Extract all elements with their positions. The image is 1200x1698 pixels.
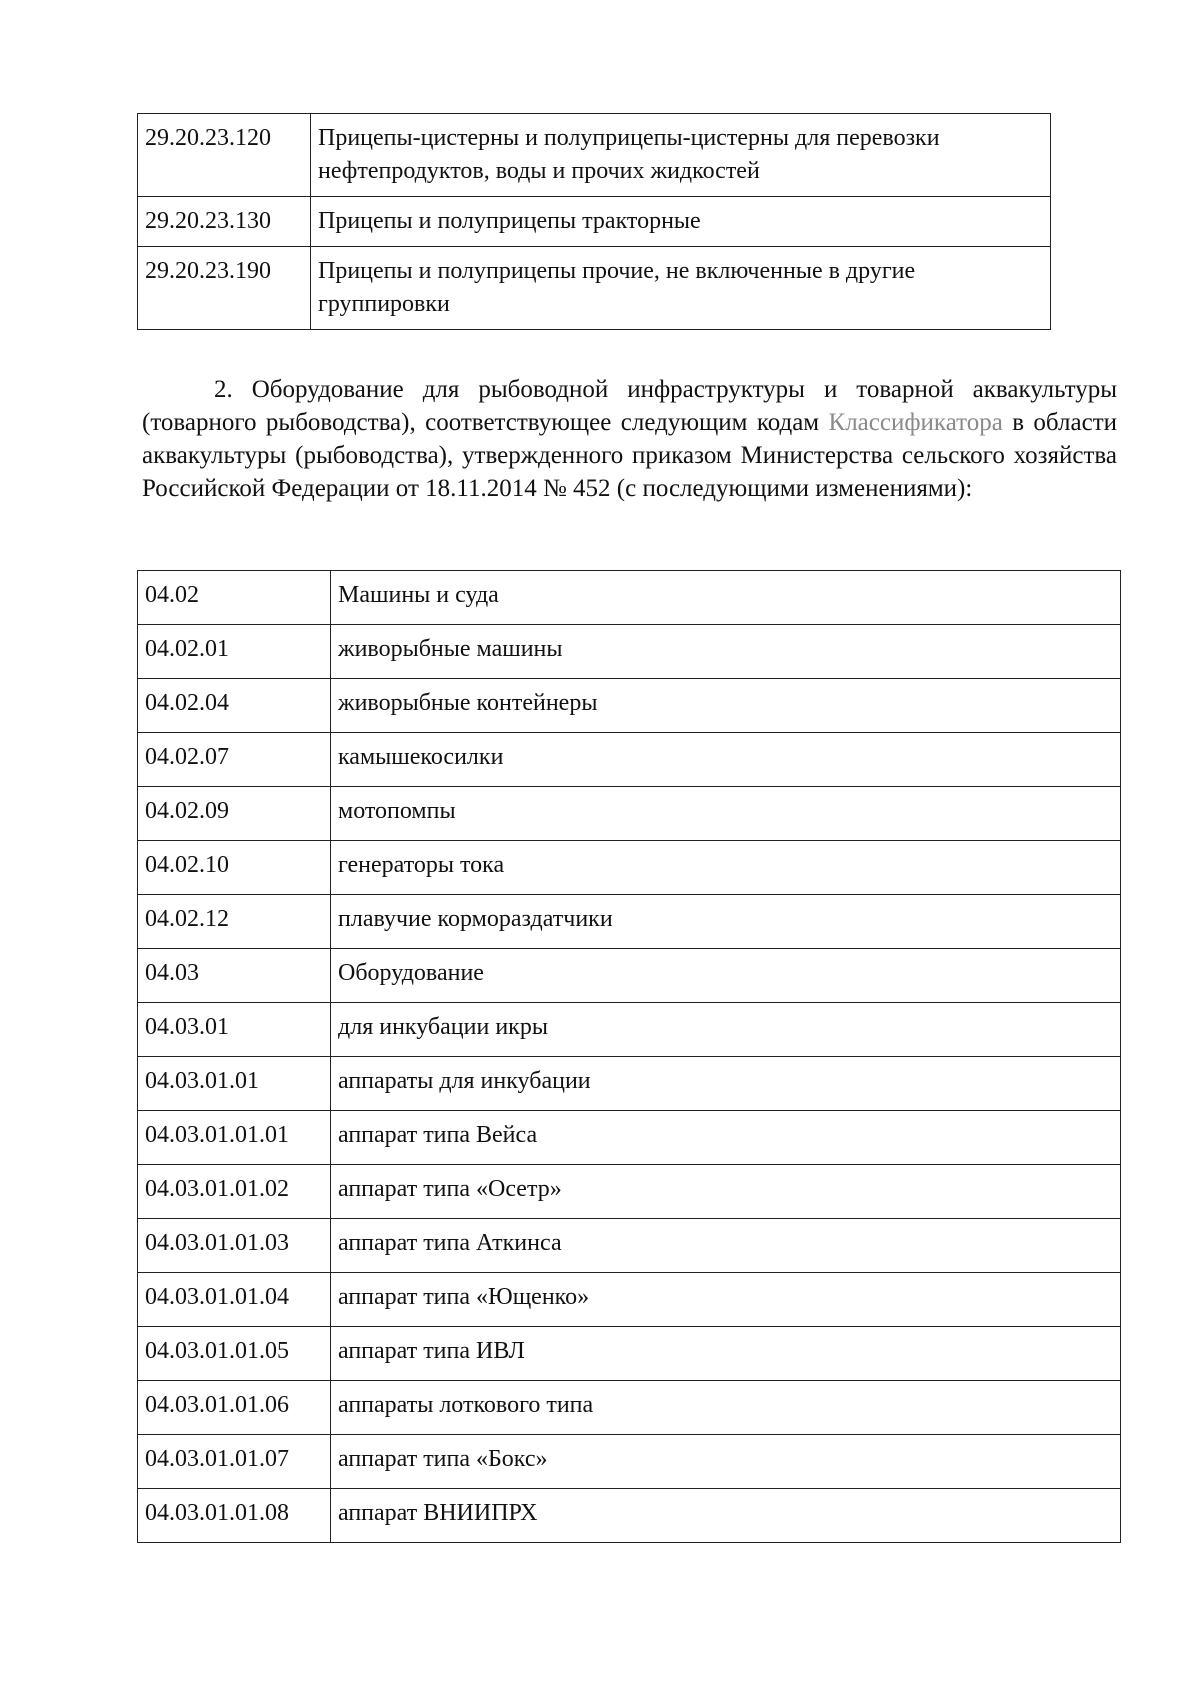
table-row (138, 1057, 1121, 1111)
code-cell: 04.02 (138, 571, 331, 625)
classifier-table-trailers (137, 113, 1051, 330)
classifier-link[interactable]: Классификатора (828, 409, 1003, 436)
table-row (138, 679, 1121, 733)
code-cell: 04.03.01.01.02 (138, 1165, 331, 1219)
table-row (138, 1003, 1121, 1057)
table-row (138, 114, 1051, 197)
code-cell: 04.03.01.01.07 (138, 1435, 331, 1489)
name-cell: камышекосилки (331, 733, 1121, 787)
code-cell: 04.02.12 (138, 895, 331, 949)
paragraph-text-before: Оборудование для рыбоводной инфраструктуры и товарной аквакультуры (товарного рыбоводства), соответствующее следующим кодам (142, 376, 1117, 436)
section-paragraph (142, 373, 1117, 505)
name-cell: живорыбные контейнеры (331, 679, 1121, 733)
name-cell: мотопомпы (331, 787, 1121, 841)
name-cell: Прицепы-цистерны и полуприцепы-цистерны для перевозки нефтепродуктов, воды и прочих жидкостей (311, 114, 1051, 197)
table-row (138, 733, 1121, 787)
code-cell: 04.02.01 (138, 625, 331, 679)
name-cell: Оборудование (331, 949, 1121, 1003)
name-cell: аппарат типа Аткинса (331, 1219, 1121, 1273)
code-cell: 29.20.23.120 (138, 114, 311, 197)
code-cell: 04.02.07 (138, 733, 331, 787)
table-row (138, 571, 1121, 625)
classifier-table-aquaculture (137, 570, 1121, 1543)
table-body (138, 114, 1051, 330)
code-cell: 04.03 (138, 949, 331, 1003)
code-cell: 04.02.10 (138, 841, 331, 895)
table-row (138, 1111, 1121, 1165)
table-row (138, 1435, 1121, 1489)
paragraph-text-after: в области аквакультуры (рыбоводства), утвержденного приказом Министерства сельского хозяйства Российской Федерации от 18.11.2014 № 452 (с последующими изменениями): (142, 409, 1117, 502)
name-cell: живорыбные машины (331, 625, 1121, 679)
code-cell: 04.03.01.01.06 (138, 1381, 331, 1435)
name-cell: Машины и суда (331, 571, 1121, 625)
name-cell: плавучие кормораздатчики (331, 895, 1121, 949)
code-cell: 04.02.09 (138, 787, 331, 841)
name-cell: аппарат типа Вейса (331, 1111, 1121, 1165)
table-row (138, 1273, 1121, 1327)
name-cell: аппараты лоткового типа (331, 1381, 1121, 1435)
table-row (138, 1381, 1121, 1435)
name-cell: аппарат типа «Осетр» (331, 1165, 1121, 1219)
table-body (138, 571, 1121, 1543)
name-cell: аппарат типа «Бокс» (331, 1435, 1121, 1489)
table-row (138, 895, 1121, 949)
code-cell: 04.03.01.01.04 (138, 1273, 331, 1327)
name-cell: для инкубации икры (331, 1003, 1121, 1057)
table-row (138, 1165, 1121, 1219)
table-row (138, 247, 1051, 330)
table-row (138, 949, 1121, 1003)
name-cell: Прицепы и полуприцепы тракторные (311, 197, 1051, 247)
table-row (138, 197, 1051, 247)
code-cell: 04.03.01.01.05 (138, 1327, 331, 1381)
name-cell: генераторы тока (331, 841, 1121, 895)
name-cell: аппарат типа ИВЛ (331, 1327, 1121, 1381)
code-cell: 04.03.01.01.01 (138, 1111, 331, 1165)
name-cell: аппараты для инкубации (331, 1057, 1121, 1111)
code-cell: 04.03.01.01.03 (138, 1219, 331, 1273)
name-cell: аппарат типа «Ющенко» (331, 1273, 1121, 1327)
code-cell: 04.03.01 (138, 1003, 331, 1057)
table-row (138, 1219, 1121, 1273)
table-row (138, 841, 1121, 895)
paragraph-number: 2. (214, 376, 233, 403)
code-cell: 04.03.01.01.08 (138, 1489, 331, 1543)
table-row (138, 1489, 1121, 1543)
code-cell: 04.02.04 (138, 679, 331, 733)
table-row (138, 1327, 1121, 1381)
table-row (138, 787, 1121, 841)
name-cell: Прицепы и полуприцепы прочие, не включенные в другие группировки (311, 247, 1051, 330)
code-cell: 29.20.23.190 (138, 247, 311, 330)
code-cell: 04.03.01.01 (138, 1057, 331, 1111)
name-cell: аппарат ВНИИПРХ (331, 1489, 1121, 1543)
code-cell: 29.20.23.130 (138, 197, 311, 247)
table-row (138, 625, 1121, 679)
